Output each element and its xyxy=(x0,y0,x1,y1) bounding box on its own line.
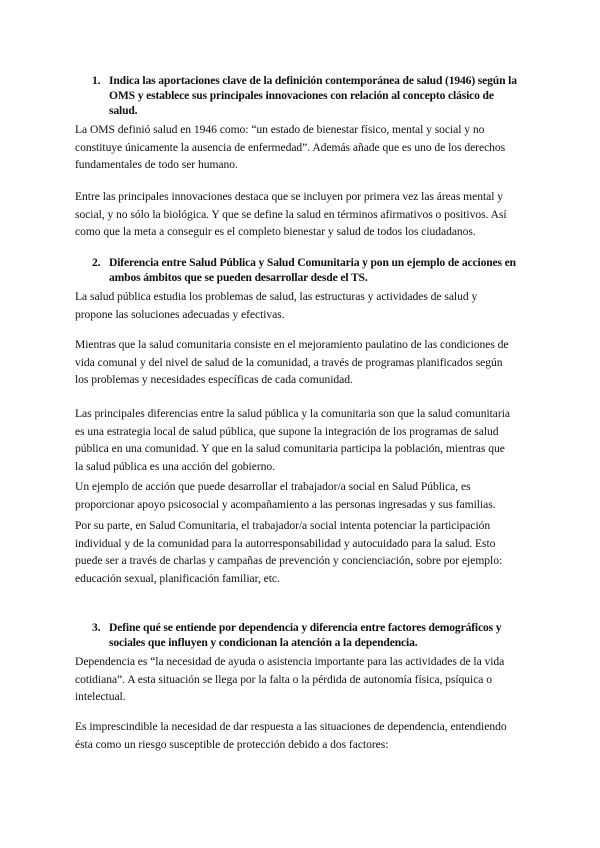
question-3 xyxy=(92,620,522,650)
question-1-number: 1. xyxy=(92,74,101,87)
paragraph-public-example: Un ejemplo de acción que puede desarrollar el trabajador/a social en Salud Pública, es proporcionar apoyo psicosocial y acompañamiento a las personas ingresadas y sus familias. xyxy=(75,480,496,511)
paragraph-innovations: Entre las principales innovaciones destaca que se incluyen por primera vez las áreas mental y social, y no sólo la biológica. Y que se define la salud en términos afirmativos o positivos. Así como que la meta a conseguir es el completo bienestar y salud de todos los ciudadanos. xyxy=(75,190,507,239)
paragraph-differences: Las principales diferencias entre la salud pública y la comunitaria son que la salud comunitaria es una estrategia local de salud pública, que supone la integración de los programas de salud pública en una comunidad. Y que en la salud comunitaria participa la población, mientras que la salud pública es una acción del gobierno. xyxy=(75,407,510,473)
paragraph-dependency-factors: Es imprescindible la necesidad de dar respuesta a las situaciones de dependencia, entendiendo ésta como un riesgo susceptible de protección debido a dos factores: xyxy=(75,720,507,751)
question-3-text: Define qué se entiende por dependencia y diferencia entre factores demográficos y sociales que influyen y condicionan la atención a la dependencia. xyxy=(109,621,502,650)
paragraph-community-health: Mientras que la salud comunitaria consiste en el mejoramiento paulatino de las condiciones de vida comunal y del nivel de salud de la comunidad, a través de programas planificados según los problemas y necesidades específicas de cada comunidad. xyxy=(75,338,509,387)
question-3-number: 3. xyxy=(92,621,101,634)
paragraph-community-example: Por su parte, en Salud Comunitaria, el trabajador/a social intenta potenciar la participación individual y de la comunidad para la autorresponsabilidad y autocuidado para la salud. Esto puede ser a través de charlas y campañas de prevención y concienciación, sobre por ejemplo: educación sexual, planificación familiar, etc. xyxy=(75,519,503,585)
question-2-number: 2. xyxy=(92,256,101,269)
question-1 xyxy=(92,73,522,119)
paragraph-public-health: La salud pública estudia los problemas de salud, las estructuras y actividades de salud y propone las soluciones adecuadas y efectivas. xyxy=(75,290,478,321)
question-1-text: Indica las aportaciones clave de la definición contemporánea de salud (1946) según la OMS y establece sus principales innovaciones con relación al concepto clásico de salud. xyxy=(109,74,517,118)
question-2-text: Diferencia entre Salud Pública y Salud Comunitaria y pon un ejemplo de acciones en ambos ámbitos que se pueden desarrollar desde el TS. xyxy=(109,256,516,285)
paragraph-dependency-definition: Dependencia es “la necesidad de ayuda o asistencia importante para las actividades de la vida cotidiana”. A esta situación se llega por la falta o la pérdida de autonomía física, psíquica o intelectual. xyxy=(75,655,505,704)
question-2 xyxy=(92,255,522,285)
paragraph-oms-definition: La OMS definió salud en 1946 como: “un estado de bienestar físico, mental y social y no constituye únicamente la ausencia de enfermedad”. Además añade que es uno de los derechos fundamentales de todo ser humano. xyxy=(75,123,506,172)
